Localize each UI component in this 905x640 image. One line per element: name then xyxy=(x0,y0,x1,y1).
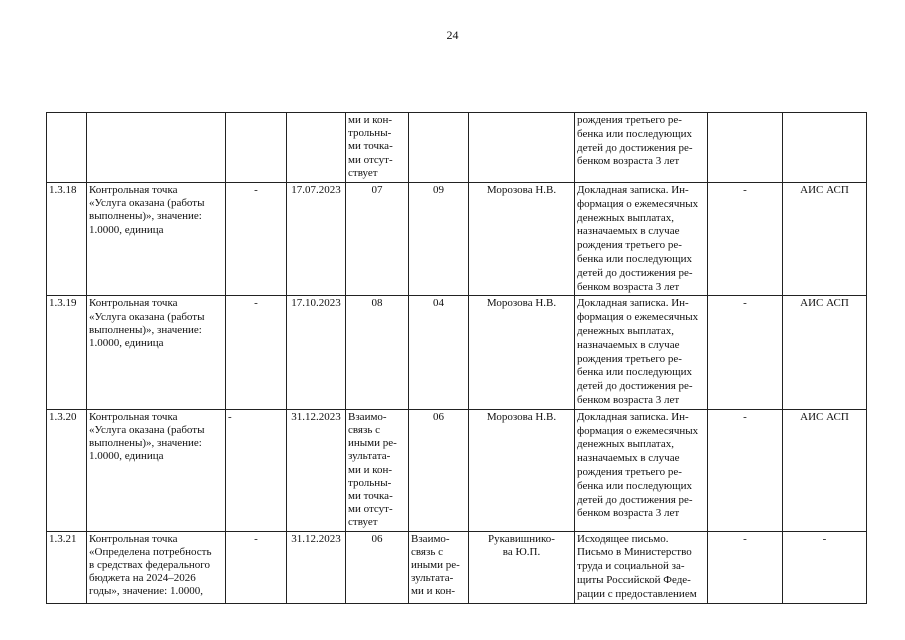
cell-relation: ми и кон- трольны- ми точка- ми отсут- ствует xyxy=(346,113,409,183)
cell-document: Докладная записка. Ин- формация о ежемесячных денежных выплатах, назначаемых в случае рождения третьего ре- бенка или последующих детей до достижения ре- бенком возраста 3 лет xyxy=(575,296,708,409)
cell-responsible: Рукавишнико- ва Ю.П. xyxy=(469,531,575,603)
cell-code: 06 xyxy=(346,531,409,603)
cell-dash: - xyxy=(226,296,287,409)
cell-responsible: Морозова Н.В. xyxy=(469,409,575,531)
cell-dash: - xyxy=(708,531,783,603)
cell-document: Исходящее письмо. Письмо в Министерство труда и социальной за- щиты Российской Феде- рации с предоставлением xyxy=(575,531,708,603)
cell-name xyxy=(87,113,226,183)
cell-relation: Взаимо- связь с иными ре- зультата- ми и кон- трольны- ми точка- ми отсут- ствует xyxy=(346,409,409,531)
cell-date: 31.12.2023 xyxy=(287,531,346,603)
cell-system: - xyxy=(783,531,867,603)
cell-number: 1.3.18 xyxy=(47,183,87,296)
cell-system: АИС АСП xyxy=(783,183,867,296)
table-row xyxy=(47,113,867,183)
cell-code: 04 xyxy=(409,296,469,409)
cell-code: 06 xyxy=(409,409,469,531)
cell-dash xyxy=(708,113,783,183)
cell-name: Контрольная точка «Услуга оказана (работы выполнены)», значение: 1.0000, единица xyxy=(87,409,226,531)
cell-responsible xyxy=(469,113,575,183)
cell-dash: - xyxy=(708,409,783,531)
cell-system xyxy=(783,113,867,183)
table-row xyxy=(47,531,867,603)
cell-system: АИС АСП xyxy=(783,409,867,531)
cell-dash: - xyxy=(226,531,287,603)
cell-code xyxy=(409,113,469,183)
table-row xyxy=(47,409,867,531)
cell-system: АИС АСП xyxy=(783,296,867,409)
cell-relation: Взаимо- связь с иными ре- зультата- ми и кон- xyxy=(409,531,469,603)
page-number: 24 xyxy=(446,28,459,42)
cell-code: 07 xyxy=(346,183,409,296)
table-row xyxy=(47,183,867,296)
cell-number: 1.3.21 xyxy=(47,531,87,603)
cell-dash: - xyxy=(226,183,287,296)
cell-name: Контрольная точка «Определена потребность в средствах федерального бюджета на 2024–2026 годы», значение: 1.0000, xyxy=(87,531,226,603)
table-row xyxy=(47,296,867,409)
cell-number: 1.3.20 xyxy=(47,409,87,531)
cell-number: 1.3.19 xyxy=(47,296,87,409)
cell-name: Контрольная точка «Услуга оказана (работы выполнены)», значение: 1.0000, единица xyxy=(87,296,226,409)
cell-code: 08 xyxy=(346,296,409,409)
cell-document: Докладная записка. Ин- формация о ежемесячных денежных выплатах, назначаемых в случае рождения третьего ре- бенка или последующих детей до достижения ре- бенком возраста 3 лет xyxy=(575,409,708,531)
cell-date: 17.10.2023 xyxy=(287,296,346,409)
cell-dash: - xyxy=(708,183,783,296)
cell-dash: - xyxy=(708,296,783,409)
control-points-table xyxy=(46,112,867,604)
cell-date: 31.12.2023 xyxy=(287,409,346,531)
cell-number xyxy=(47,113,87,183)
cell-dash xyxy=(226,113,287,183)
cell-name: Контрольная точка «Услуга оказана (работы выполнены)», значение: 1.0000, единица xyxy=(87,183,226,296)
cell-date: 17.07.2023 xyxy=(287,183,346,296)
cell-document: рождения третьего ре- бенка или последующих детей до достижения ре- бенком возраста 3 лет xyxy=(575,113,708,183)
cell-responsible: Морозова Н.В. xyxy=(469,183,575,296)
cell-date xyxy=(287,113,346,183)
cell-document: Докладная записка. Ин- формация о ежемесячных денежных выплатах, назначаемых в случае рождения третьего ре- бенка или последующих детей до достижения ре- бенком возраста 3 лет xyxy=(575,183,708,296)
cell-dash: - xyxy=(226,409,287,531)
cell-code: 09 xyxy=(409,183,469,296)
cell-responsible: Морозова Н.В. xyxy=(469,296,575,409)
